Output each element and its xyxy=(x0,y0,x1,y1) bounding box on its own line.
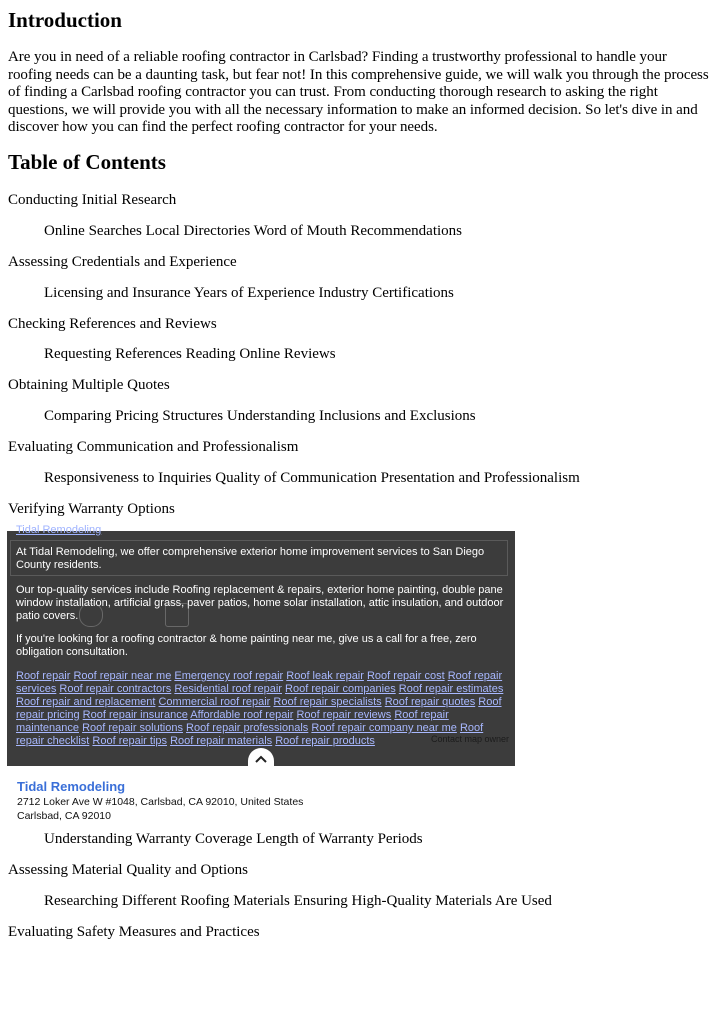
chevron-up-icon xyxy=(254,754,268,764)
toc-subitems: Responsiveness to Inquiries Quality of Communication Presentation and Professionalism xyxy=(44,470,580,486)
toc-item: Checking References and Reviews xyxy=(8,316,217,332)
toc-item: Conducting Initial Research xyxy=(8,192,177,208)
toc-subitems: Understanding Warranty Coverage Length of Warranty Periods xyxy=(44,831,423,847)
roof-repair-link[interactable]: Roof repair xyxy=(16,670,71,682)
toc-subitems: Requesting References Reading Online Reviews xyxy=(44,346,336,362)
roof-repair-link[interactable]: Roof repair pricing xyxy=(16,696,502,721)
toc-subitems: Researching Different Roofing Materials Ensuring High-Quality Materials Are Used xyxy=(44,893,552,909)
roof-repair-link[interactable]: Roof repair contractors xyxy=(59,683,172,695)
business-name[interactable]: Tidal Remodeling xyxy=(17,779,126,794)
business-address-short: Carlsbad, CA 92010 xyxy=(17,810,111,822)
roof-repair-link[interactable]: Roof repair services xyxy=(16,670,503,695)
roof-repair-link[interactable]: Emergency roof repair xyxy=(174,670,284,682)
toc-heading: Table of Contents xyxy=(8,150,166,174)
business-address: 2712 Loker Ave W #1048, Carlsbad, CA 92010, United States xyxy=(17,796,304,808)
roof-repair-link[interactable]: Roof leak repair xyxy=(286,670,364,682)
roof-repair-link[interactable]: Roof repair estimates xyxy=(398,683,504,695)
toc-item: Evaluating Safety Measures and Practices xyxy=(8,924,260,940)
toc-subitems: Comparing Pricing Structures Understanding Inclusions and Exclusions xyxy=(44,408,476,424)
toc-item: Obtaining Multiple Quotes xyxy=(8,377,170,393)
roof-repair-link[interactable]: Roof repair professionals xyxy=(186,722,309,734)
map-description-panel xyxy=(7,524,515,766)
pin-icon xyxy=(123,603,145,625)
toc-subitems: Online Searches Local Directories Word of Mouth Recommendations xyxy=(44,223,462,239)
roof-repair-link[interactable]: Affordable roof repair xyxy=(190,709,294,721)
intro-paragraph: Are you in need of a reliable roofing contractor in Carlsbad? Finding a trustworthy professional to handle your roofing needs can be a daunting task, but fear not! In this comprehensive guide, we will walk you through the process of finding a Carlsbad roofing contractor you can trust. From conducting thorough research to asking the right questions, we will provide you with all the necessary information to make an informed decision. So let's dive in and discover how you can find the perfect roofing contractor for your needs. xyxy=(8,49,709,136)
circle-icon xyxy=(79,603,103,627)
toc-subitems: Licensing and Insurance Years of Experience Industry Certifications xyxy=(44,285,454,301)
roof-repair-link[interactable]: Roof repair insurance xyxy=(82,709,188,721)
business-link[interactable]: Tidal Remodeling xyxy=(16,524,102,536)
map-controls-overlay xyxy=(79,603,219,629)
toc-item: Assessing Material Quality and Options xyxy=(8,862,248,878)
roof-repair-link[interactable]: Roof repair tips xyxy=(92,735,168,747)
toc-item: Assessing Credentials and Experience xyxy=(8,254,237,270)
roof-repair-link[interactable]: Roof repair maintenance xyxy=(16,709,449,734)
map-embed xyxy=(7,524,515,822)
roof-repair-link[interactable]: Roof repair quotes xyxy=(384,696,476,708)
roof-repair-link[interactable]: Roof repair cost xyxy=(366,670,445,682)
roof-repair-link[interactable]: Residential roof repair xyxy=(174,683,282,695)
roof-repair-link[interactable]: Roof repair near me xyxy=(73,670,172,682)
roof-repair-link[interactable]: Roof repair company near me xyxy=(311,722,457,734)
cta-paragraph: If you're looking for a roofing contractor & home painting near me, give us a call for a free, zero obligation consultation. xyxy=(16,633,477,658)
contact-map-owner[interactable]: Contact map owner xyxy=(430,734,509,744)
roof-repair-link[interactable]: Commercial roof repair xyxy=(158,696,271,708)
toc-item: Evaluating Communication and Professionalism xyxy=(8,439,299,455)
business-info-panel xyxy=(7,766,515,821)
roof-repair-link[interactable]: Roof repair companies xyxy=(285,683,396,695)
roof-repair-link[interactable]: Roof repair products xyxy=(275,735,375,747)
roof-repair-link[interactable]: Roof repair reviews xyxy=(296,709,392,721)
intro-heading: Introduction xyxy=(8,8,122,32)
services-paragraph: Our top-quality services include Roofing replacement & repairs, exterior home painting, double pane window installation, artificial grass, paver patios, home solar installation, attic insulation, and outdoor patio covers. xyxy=(16,584,504,622)
roof-repair-link[interactable]: Roof repair materials xyxy=(170,735,273,747)
print-icon xyxy=(165,603,189,627)
roof-repair-link[interactable]: Roof repair checklist xyxy=(16,722,484,747)
roof-repair-link[interactable]: Roof repair specialists xyxy=(273,696,382,708)
roof-repair-link[interactable]: Roof repair and replacement xyxy=(16,696,156,708)
toc-item: Verifying Warranty Options xyxy=(8,501,175,517)
roof-repair-link[interactable]: Roof repair solutions xyxy=(82,722,183,734)
description-paragraph: At Tidal Remodeling, we offer comprehensive exterior home improvement services to San Diego County residents. xyxy=(16,546,485,571)
